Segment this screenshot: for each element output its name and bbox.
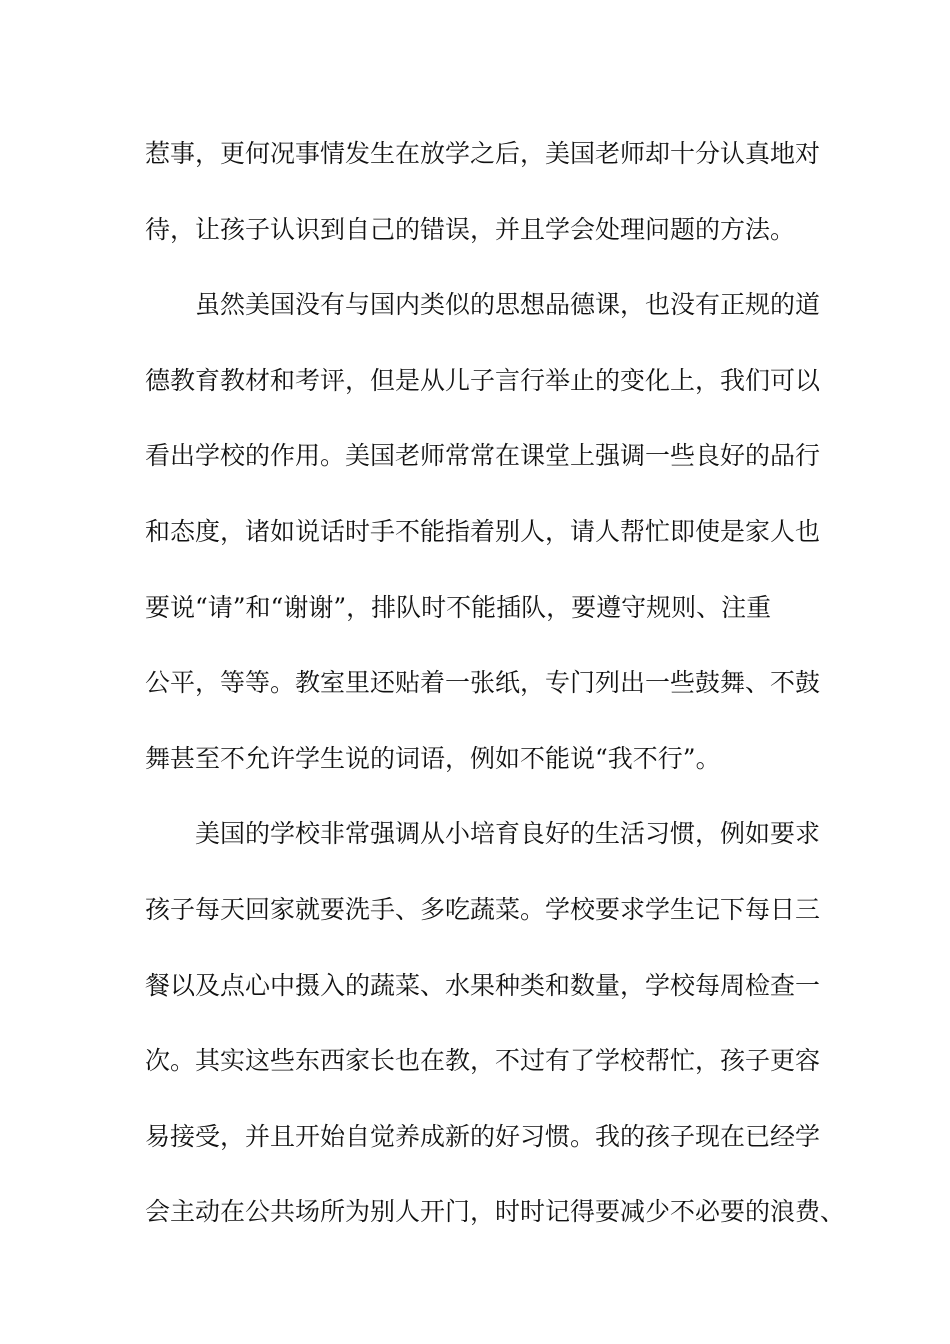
body-text (145, 126, 846, 1240)
text-line: 次。其实这些东西家长也在教，不过有了学校帮忙，孩子更容 (145, 1046, 821, 1076)
text-line: 易接受，并且开始自觉养成新的好习惯。我的孩子现在已经学 (145, 1121, 821, 1151)
text-line: 德教育教材和考评，但是从儿子言行举止的变化上，我们可以 (145, 365, 821, 395)
text-line: 和态度，诸如说话时手不能指着别人，请人帮忙即使是家人也 (145, 516, 821, 546)
text-line: 看出学校的作用。美国老师常常在课堂上强调一些良好的品行 (145, 441, 821, 471)
paragraph-start-line: 虽然美国没有与国内类似的思想品德课，也没有正规的道 (195, 290, 821, 320)
text-line: 会主动在公共场所为别人开门，时时记得要减少不必要的浪费、 (145, 1197, 846, 1227)
paragraph-start-line: 美国的学校非常强调从小培育良好的生活习惯，例如要求 (195, 819, 821, 849)
text-line: 餐以及点心中摄入的蔬菜、水果种类和数量，学校每周检查一 (145, 970, 821, 1000)
text-line: 待，让孩子认识到自己的错误，并且学会处理问题的方法。 (145, 214, 796, 244)
text-line: 公平，等等。教室里还贴着一张纸，专门列出一些鼓舞、不鼓 (145, 668, 821, 698)
text-line: 惹事，更何况事情发生在放学之后，美国老师却十分认真地对 (145, 139, 821, 168)
text-line: 孩子每天回家就要洗手、多吃蔬菜。学校要求学生记下每日三 (145, 894, 821, 924)
text-line: 舞甚至不允许学生说的词语，例如不能说“我不行”。 (145, 743, 721, 773)
text-line: 要说“请”和“谢谢”，排队时不能插队，要遵守规则、注重 (145, 592, 772, 622)
